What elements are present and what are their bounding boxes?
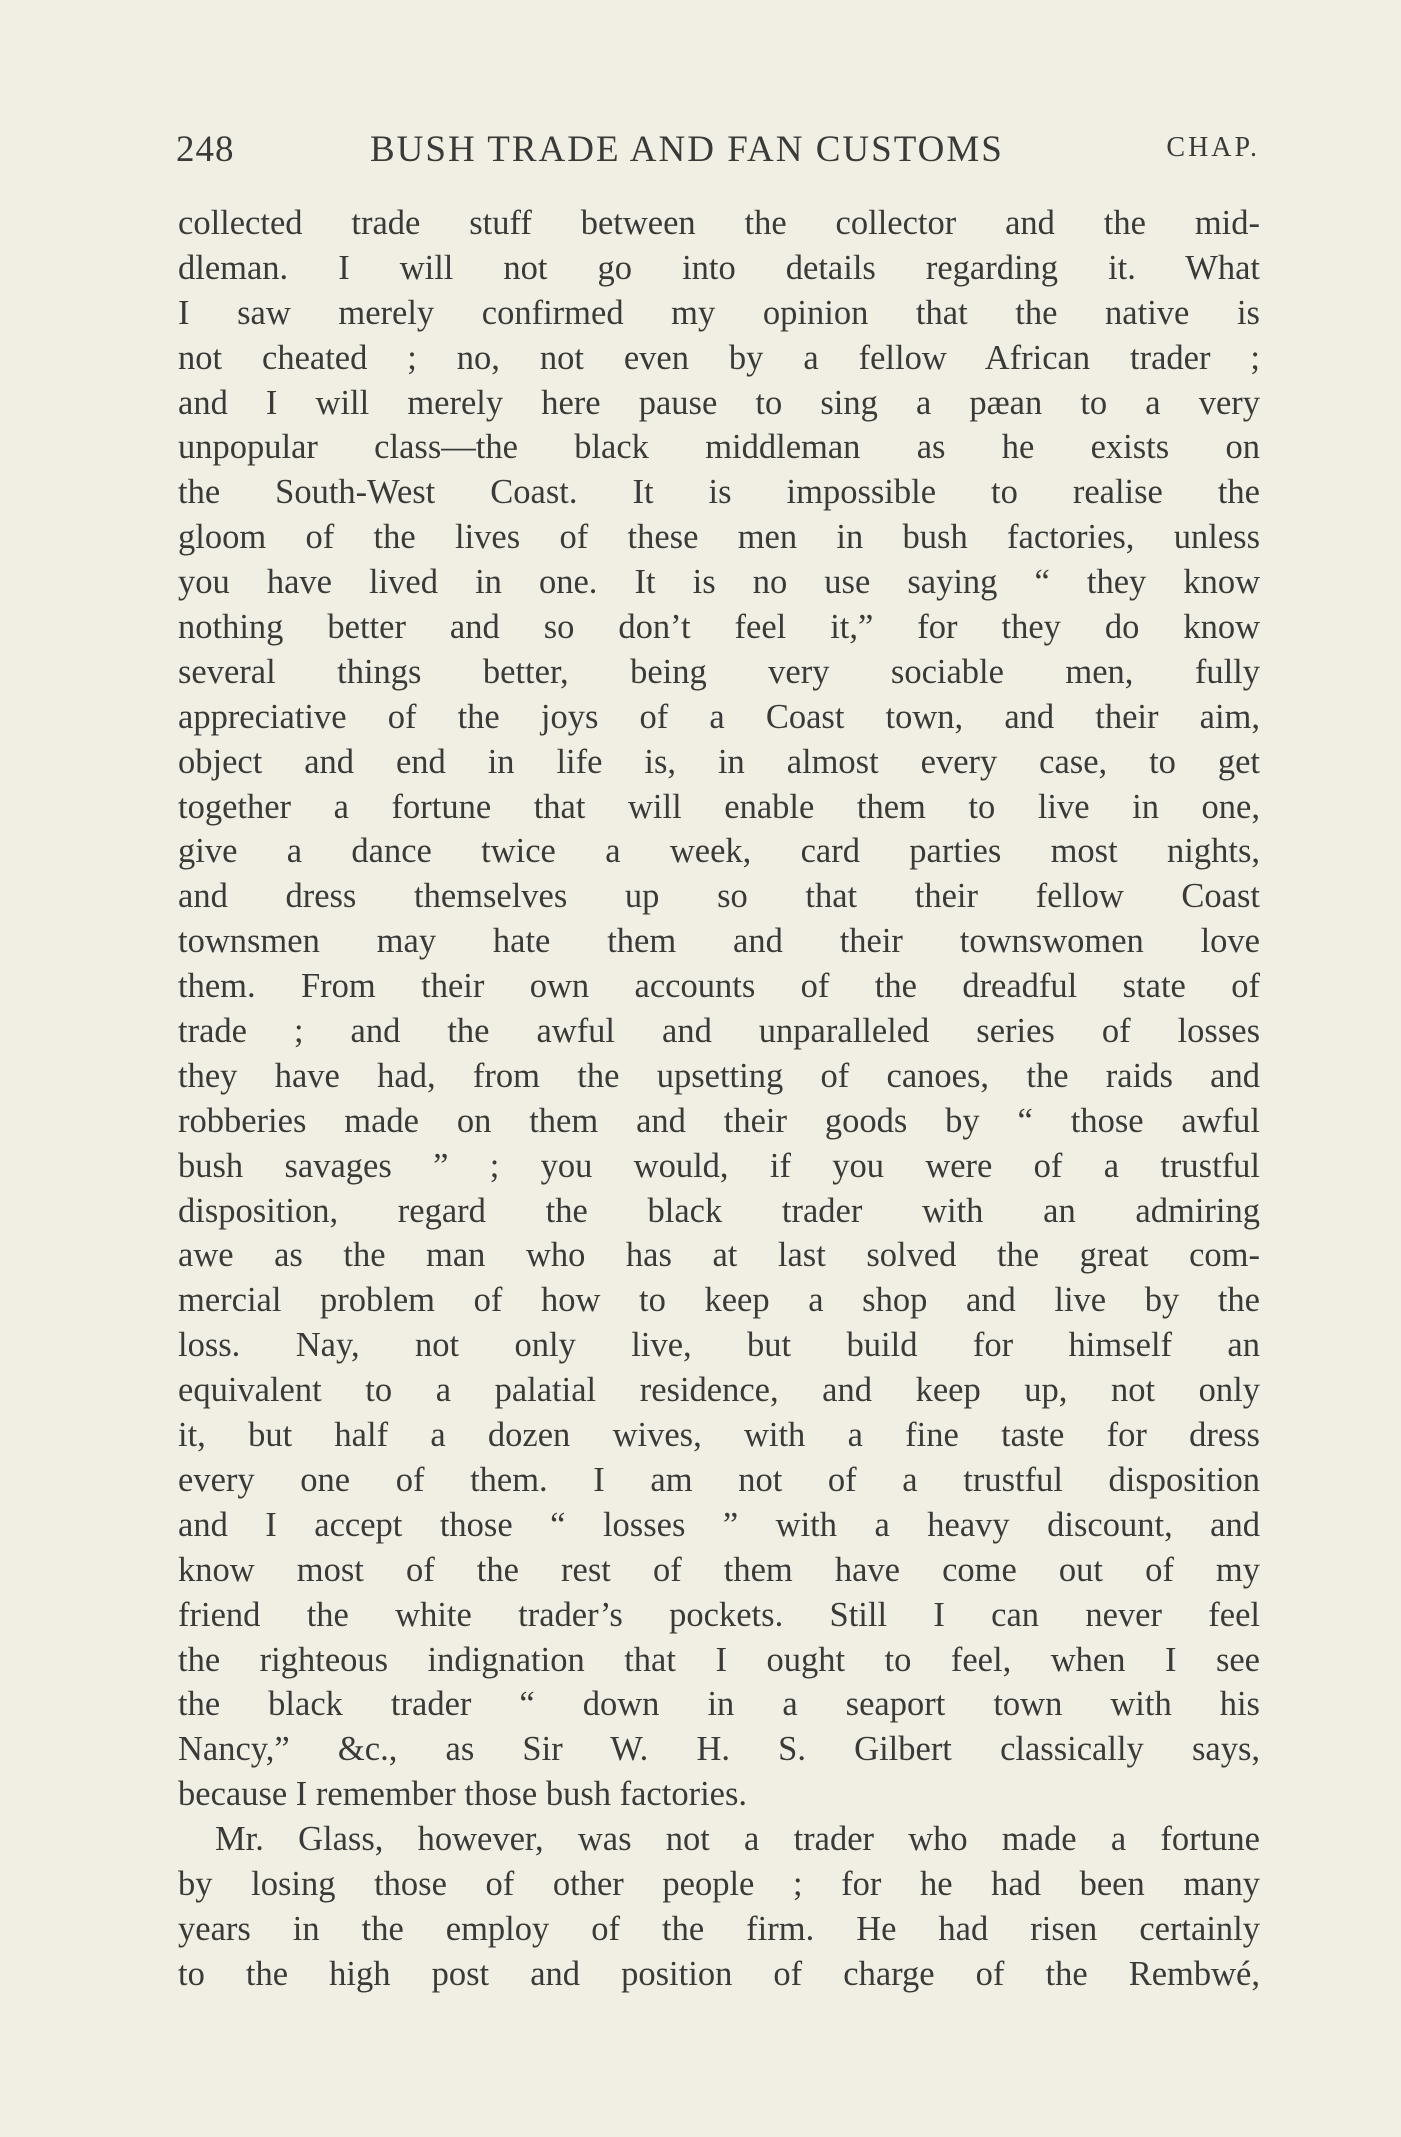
running-title: BUSH TRADE AND FAN CUSTOMS — [370, 129, 1004, 170]
text-line: I saw merely confirmed my opinion that the native is — [178, 293, 1260, 332]
text-line: unpopular class—the black middleman as he exists on — [178, 428, 1260, 467]
text-line: to the high post and position of charge of the Rembwé, — [178, 1954, 1260, 1993]
text-line: give a dance twice a week, card parties most nights, — [178, 832, 1260, 871]
text-line: the black trader “ down in a seaport town with his — [178, 1685, 1260, 1724]
text-line: bush savages ” ; you would, if you were of a trustful — [178, 1146, 1260, 1185]
text-line: and I will merely here pause to sing a pæan to a very — [178, 383, 1260, 422]
text-line: you have lived in one. It is no use saying “ they know — [178, 563, 1260, 602]
text-line: they have had, from the upsetting of canoes, the raids and — [178, 1056, 1260, 1095]
text-line: dleman. I will not go into details regarding it. What — [178, 248, 1260, 287]
text-line: several things better, being very sociable men, fully — [178, 652, 1260, 691]
body-text — [178, 201, 1260, 1997]
text-line: Nancy,” &c., as Sir W. H. S. Gilbert classically says, — [178, 1730, 1260, 1769]
text-line: know most of the rest of them have come out of my — [178, 1550, 1260, 1589]
text-line: years in the employ of the firm. He had risen certainly — [178, 1909, 1260, 1948]
text-line: gloom of the lives of these men in bush factories, unless — [178, 518, 1260, 557]
text-line: robberies made on them and their goods by “ those awful — [178, 1101, 1260, 1140]
text-line: the righteous indignation that I ought to feel, when I see — [178, 1640, 1260, 1679]
text-line: trade ; and the awful and unparalleled series of losses — [178, 1012, 1260, 1051]
paragraph-last-line: because I remember those bush factories. — [178, 1775, 748, 1814]
text-line: it, but half a dozen wives, with a fine taste for dress — [178, 1416, 1260, 1455]
text-line: and dress themselves up so that their fellow Coast — [178, 877, 1260, 916]
text-line: nothing better and so don’t feel it,” for they do know — [178, 608, 1260, 647]
text-line: object and end in life is, in almost every case, to get — [178, 742, 1260, 781]
text-line: disposition, regard the black trader with an admiring — [178, 1191, 1260, 1230]
text-line: collected trade stuff between the collector and the mid- — [178, 204, 1260, 242]
text-line: every one of them. I am not of a trustful disposition — [178, 1460, 1260, 1499]
chapter-label: CHAP. — [1166, 132, 1260, 163]
page-number: 248 — [176, 129, 235, 170]
text-line: loss. Nay, not only live, but build for himself an — [178, 1326, 1260, 1365]
text-line: awe as the man who has at last solved the great com- — [178, 1236, 1260, 1275]
running-header — [176, 128, 1260, 178]
text-line: together a fortune that will enable them to live in one, — [178, 787, 1260, 826]
text-line: mercial problem of how to keep a shop and live by the — [178, 1281, 1260, 1320]
text-line: by losing those of other people ; for he had been many — [178, 1864, 1260, 1903]
paragraph-first-line: Mr. Glass, however, was not a trader who made a fortune — [215, 1820, 1260, 1859]
text-line: and I accept those “ losses ” with a heavy discount, and — [178, 1505, 1260, 1544]
text-line: friend the white trader’s pockets. Still I can never feel — [178, 1595, 1260, 1634]
text-line: not cheated ; no, not even by a fellow African trader ; — [178, 338, 1260, 377]
text-line: townsmen may hate them and their townswomen love — [178, 922, 1260, 961]
text-line: appreciative of the joys of a Coast town, and their aim, — [178, 697, 1260, 736]
text-line: them. From their own accounts of the dreadful state of — [178, 967, 1260, 1006]
text-line: equivalent to a palatial residence, and keep up, not only — [178, 1371, 1260, 1410]
text-line: the South-West Coast. It is impossible to realise the — [178, 473, 1260, 512]
